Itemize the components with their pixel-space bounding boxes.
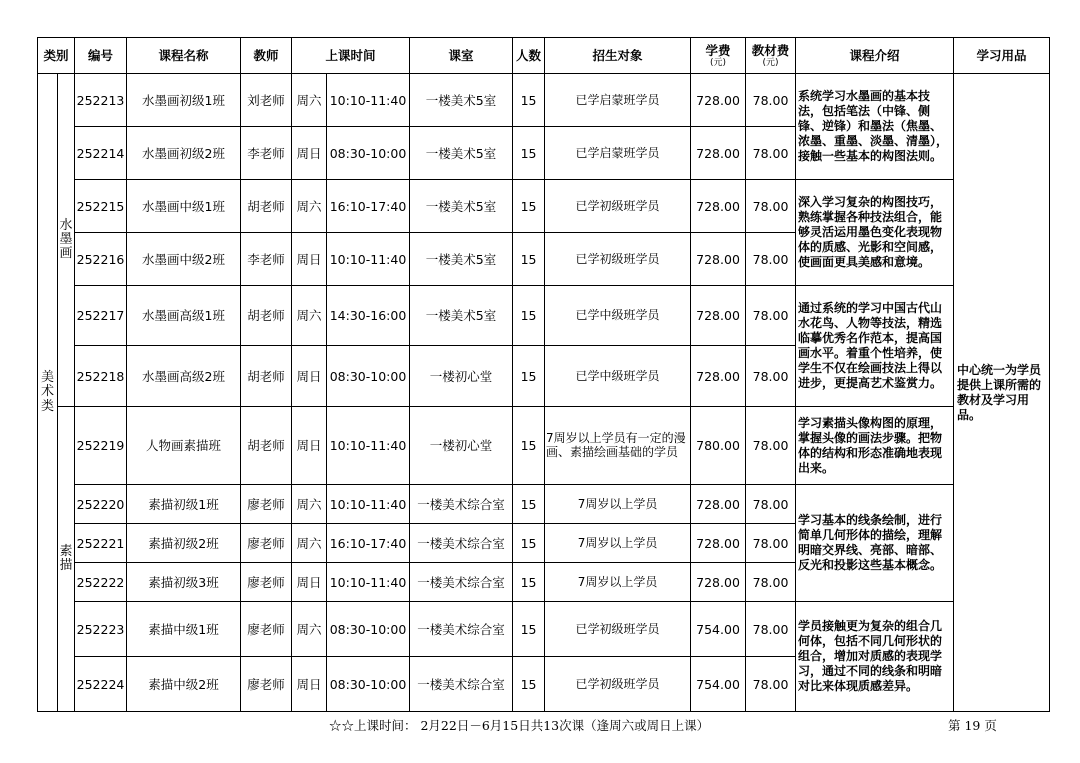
cell-fee: 728.00 [691, 524, 746, 563]
cell-fee: 728.00 [691, 563, 746, 602]
header-material-unit: (元) [762, 57, 779, 68]
cell-course: 水墨画初级1班 [127, 74, 241, 127]
cell-day: 周六 [292, 602, 327, 657]
cell-code: 252220 [75, 485, 127, 524]
cell-day: 周六 [292, 74, 327, 127]
cell-material: 78.00 [746, 346, 796, 407]
cell-teacher: 李老师 [241, 233, 292, 286]
course-table [37, 37, 1050, 712]
cell-teacher: 廖老师 [241, 485, 292, 524]
category-main-char: 术 [40, 384, 54, 400]
cell-target: 已学中级班学员 [545, 286, 691, 346]
cell-day: 周六 [292, 524, 327, 563]
cell-code: 252214 [75, 127, 127, 180]
cell-fee: 728.00 [691, 286, 746, 346]
cell-day: 周六 [292, 180, 327, 233]
header-course: 课程名称 [127, 38, 241, 74]
cell-time: 08:30-10:00 [327, 346, 410, 407]
cell-target: 已学初级班学员 [545, 233, 691, 286]
cell-room: 一楼美术5室 [410, 286, 513, 346]
intro-ink-mid: 深入学习复杂的构图技巧，熟练掌握各种技法组合，能够灵活运用墨色变化表现物体的质感、光影和空间感，使画面更具美感和意境。 [796, 180, 954, 286]
cell-target: 已学中级班学员 [545, 346, 691, 407]
cell-teacher: 廖老师 [241, 602, 292, 657]
header-intro: 课程介绍 [796, 38, 954, 74]
cell-target: 7周岁以上学员 [545, 485, 691, 524]
header-fee [691, 38, 746, 74]
cell-fee: 728.00 [691, 485, 746, 524]
cell-fee: 728.00 [691, 233, 746, 286]
cell-time: 16:10-17:40 [327, 524, 410, 563]
cell-material: 78.00 [746, 485, 796, 524]
cell-room: 一楼美术综合室 [410, 524, 513, 563]
cell-day: 周六 [292, 286, 327, 346]
header-count: 人数 [513, 38, 545, 74]
header-time: 上课时间 [292, 38, 410, 74]
cell-day: 周六 [292, 485, 327, 524]
cell-material: 78.00 [746, 286, 796, 346]
cell-fee: 728.00 [691, 127, 746, 180]
cell-time: 14:30-16:00 [327, 286, 410, 346]
cell-count: 15 [513, 127, 545, 180]
schedule-note: ☆☆上课时间： 2月22日－6月15日共13次课（逢周六或周日上课） [329, 718, 710, 733]
intro-sketch-basic: 学习基本的线条绘制，进行简单几何形体的描绘，理解明暗交界线、亮部、暗部、反光和投影这些基本概念。 [796, 485, 954, 602]
category-sub-char: 描 [59, 558, 73, 573]
cell-day: 周日 [292, 657, 327, 712]
cell-count: 15 [513, 74, 545, 127]
cell-room: 一楼初心堂 [410, 346, 513, 407]
category-sub-char: 素 [59, 543, 73, 559]
cell-teacher: 廖老师 [241, 657, 292, 712]
cell-target: 7周岁以上学员 [545, 524, 691, 563]
header-material-label: 教材费 [751, 42, 790, 58]
cell-teacher: 刘老师 [241, 74, 292, 127]
cell-day: 周日 [292, 233, 327, 286]
cell-course: 素描初级3班 [127, 563, 241, 602]
cell-code: 252215 [75, 180, 127, 233]
cell-material: 78.00 [746, 127, 796, 180]
table-row [38, 602, 1050, 657]
cell-teacher: 廖老师 [241, 524, 292, 563]
cell-course: 素描初级1班 [127, 485, 241, 524]
cell-time: 10:10-11:40 [327, 485, 410, 524]
cell-count: 15 [513, 233, 545, 286]
cell-code: 252217 [75, 286, 127, 346]
cell-day: 周日 [292, 407, 327, 485]
cell-target: 已学初级班学员 [545, 657, 691, 712]
cell-time: 10:10-11:40 [327, 74, 410, 127]
intro-sketch-mid: 学员接触更为复杂的组合几何体，包括不同几何形状的组合，增加对质感的表现学习，通过不同的线条和明暗对比来体现质感差异。 [796, 602, 954, 712]
cell-count: 15 [513, 602, 545, 657]
cell-teacher: 胡老师 [241, 407, 292, 485]
category-sketch [58, 407, 75, 712]
header-fee-unit: (元) [710, 57, 727, 68]
cell-code: 252219 [75, 407, 127, 485]
cell-course: 水墨画高级1班 [127, 286, 241, 346]
cell-room: 一楼美术综合室 [410, 602, 513, 657]
cell-count: 15 [513, 524, 545, 563]
cell-teacher: 廖老师 [241, 563, 292, 602]
cell-room: 一楼美术5室 [410, 180, 513, 233]
category-main-char: 美 [40, 370, 54, 386]
intro-ink-basic: 系统学习水墨画的基本技法，包括笔法（中锋、侧锋、逆锋）和墨法（焦墨、浓墨、重墨、淡墨、清墨），接触一些基本的构图法则。 [796, 74, 954, 180]
cell-teacher: 胡老师 [241, 180, 292, 233]
header-fee-label: 学费 [705, 42, 731, 58]
cell-fee: 754.00 [691, 602, 746, 657]
cell-time: 08:30-10:00 [327, 657, 410, 712]
cell-material: 78.00 [746, 233, 796, 286]
cell-room: 一楼美术综合室 [410, 563, 513, 602]
cell-course: 水墨画初级2班 [127, 127, 241, 180]
cell-time: 08:30-10:00 [327, 602, 410, 657]
category-sub-char: 画 [59, 246, 73, 262]
header-target: 招生对象 [545, 38, 691, 74]
cell-fee: 754.00 [691, 657, 746, 712]
cell-course: 水墨画高级2班 [127, 346, 241, 407]
table-row [38, 180, 1050, 233]
cell-code: 252222 [75, 563, 127, 602]
cell-target: 已学启蒙班学员 [545, 127, 691, 180]
cell-time: 10:10-11:40 [327, 407, 410, 485]
supplies-note: 中心统一为学员提供上课所需的教材及学习用品。 [954, 74, 1050, 712]
cell-count: 15 [513, 485, 545, 524]
cell-time: 16:10-17:40 [327, 180, 410, 233]
cell-count: 15 [513, 563, 545, 602]
cell-fee: 728.00 [691, 74, 746, 127]
cell-material: 78.00 [746, 74, 796, 127]
header-teacher: 教师 [241, 38, 292, 74]
cell-course: 素描初级2班 [127, 524, 241, 563]
cell-room: 一楼美术5室 [410, 74, 513, 127]
cell-material: 78.00 [746, 524, 796, 563]
cell-teacher: 胡老师 [241, 286, 292, 346]
cell-material: 78.00 [746, 657, 796, 712]
header-code: 编号 [75, 38, 127, 74]
cell-day: 周日 [292, 127, 327, 180]
category-main [38, 74, 58, 712]
cell-count: 15 [513, 346, 545, 407]
category-sub-char: 水 [59, 217, 73, 233]
intro-ink-adv: 通过系统的学习中国古代山水花鸟、人物等技法，精选临摹优秀名作范本，提高国画水平。着重个性培养，使学生不仅在绘画技法上得以进步，更提高艺术鉴赏力。 [796, 286, 954, 407]
cell-fee: 728.00 [691, 180, 746, 233]
cell-room: 一楼美术5室 [410, 127, 513, 180]
category-ink-painting [58, 74, 75, 407]
table-row [38, 407, 1050, 485]
cell-code: 252221 [75, 524, 127, 563]
cell-day: 周日 [292, 563, 327, 602]
cell-target: 7周岁以上学员 [545, 563, 691, 602]
cell-count: 15 [513, 286, 545, 346]
category-main-char: 类 [40, 398, 54, 414]
table-row [38, 485, 1050, 524]
category-sub-char: 墨 [59, 231, 73, 247]
cell-room: 一楼美术综合室 [410, 485, 513, 524]
table-row [38, 286, 1050, 346]
cell-room: 一楼初心堂 [410, 407, 513, 485]
cell-course: 素描中级2班 [127, 657, 241, 712]
cell-count: 15 [513, 407, 545, 485]
cell-target: 已学初级班学员 [545, 602, 691, 657]
cell-course: 水墨画中级1班 [127, 180, 241, 233]
cell-time: 08:30-10:00 [327, 127, 410, 180]
header-row [38, 38, 1050, 74]
header-room: 课室 [410, 38, 513, 74]
cell-room: 一楼美术5室 [410, 233, 513, 286]
table-row [38, 74, 1050, 127]
cell-code: 252218 [75, 346, 127, 407]
cell-material: 78.00 [746, 180, 796, 233]
cell-count: 15 [513, 180, 545, 233]
cell-material: 78.00 [746, 407, 796, 485]
cell-material: 78.00 [746, 563, 796, 602]
cell-course: 人物画素描班 [127, 407, 241, 485]
cell-course: 素描中级1班 [127, 602, 241, 657]
cell-count: 15 [513, 657, 545, 712]
cell-room: 一楼美术综合室 [410, 657, 513, 712]
page-number: 第 19 页 [948, 718, 997, 733]
cell-code: 252213 [75, 74, 127, 127]
cell-teacher: 胡老师 [241, 346, 292, 407]
cell-fee: 728.00 [691, 346, 746, 407]
cell-material: 78.00 [746, 602, 796, 657]
cell-course: 水墨画中级2班 [127, 233, 241, 286]
cell-code: 252223 [75, 602, 127, 657]
cell-time: 10:10-11:40 [327, 563, 410, 602]
intro-portrait: 学习素描头像构图的原理，掌握头像的画法步骤。把物体的结构和形态准确地表现出来。 [796, 407, 954, 485]
cell-code: 252216 [75, 233, 127, 286]
header-supplies: 学习用品 [954, 38, 1050, 74]
cell-day: 周日 [292, 346, 327, 407]
cell-target: 已学初级班学员 [545, 180, 691, 233]
header-category: 类别 [38, 38, 75, 74]
cell-teacher: 李老师 [241, 127, 292, 180]
cell-code: 252224 [75, 657, 127, 712]
cell-target: 已学启蒙班学员 [545, 74, 691, 127]
header-material [746, 38, 796, 74]
cell-time: 10:10-11:40 [327, 233, 410, 286]
cell-target: 7周岁以上学员有一定的漫画、素描绘画基础的学员 [545, 407, 691, 485]
cell-fee: 780.00 [691, 407, 746, 485]
